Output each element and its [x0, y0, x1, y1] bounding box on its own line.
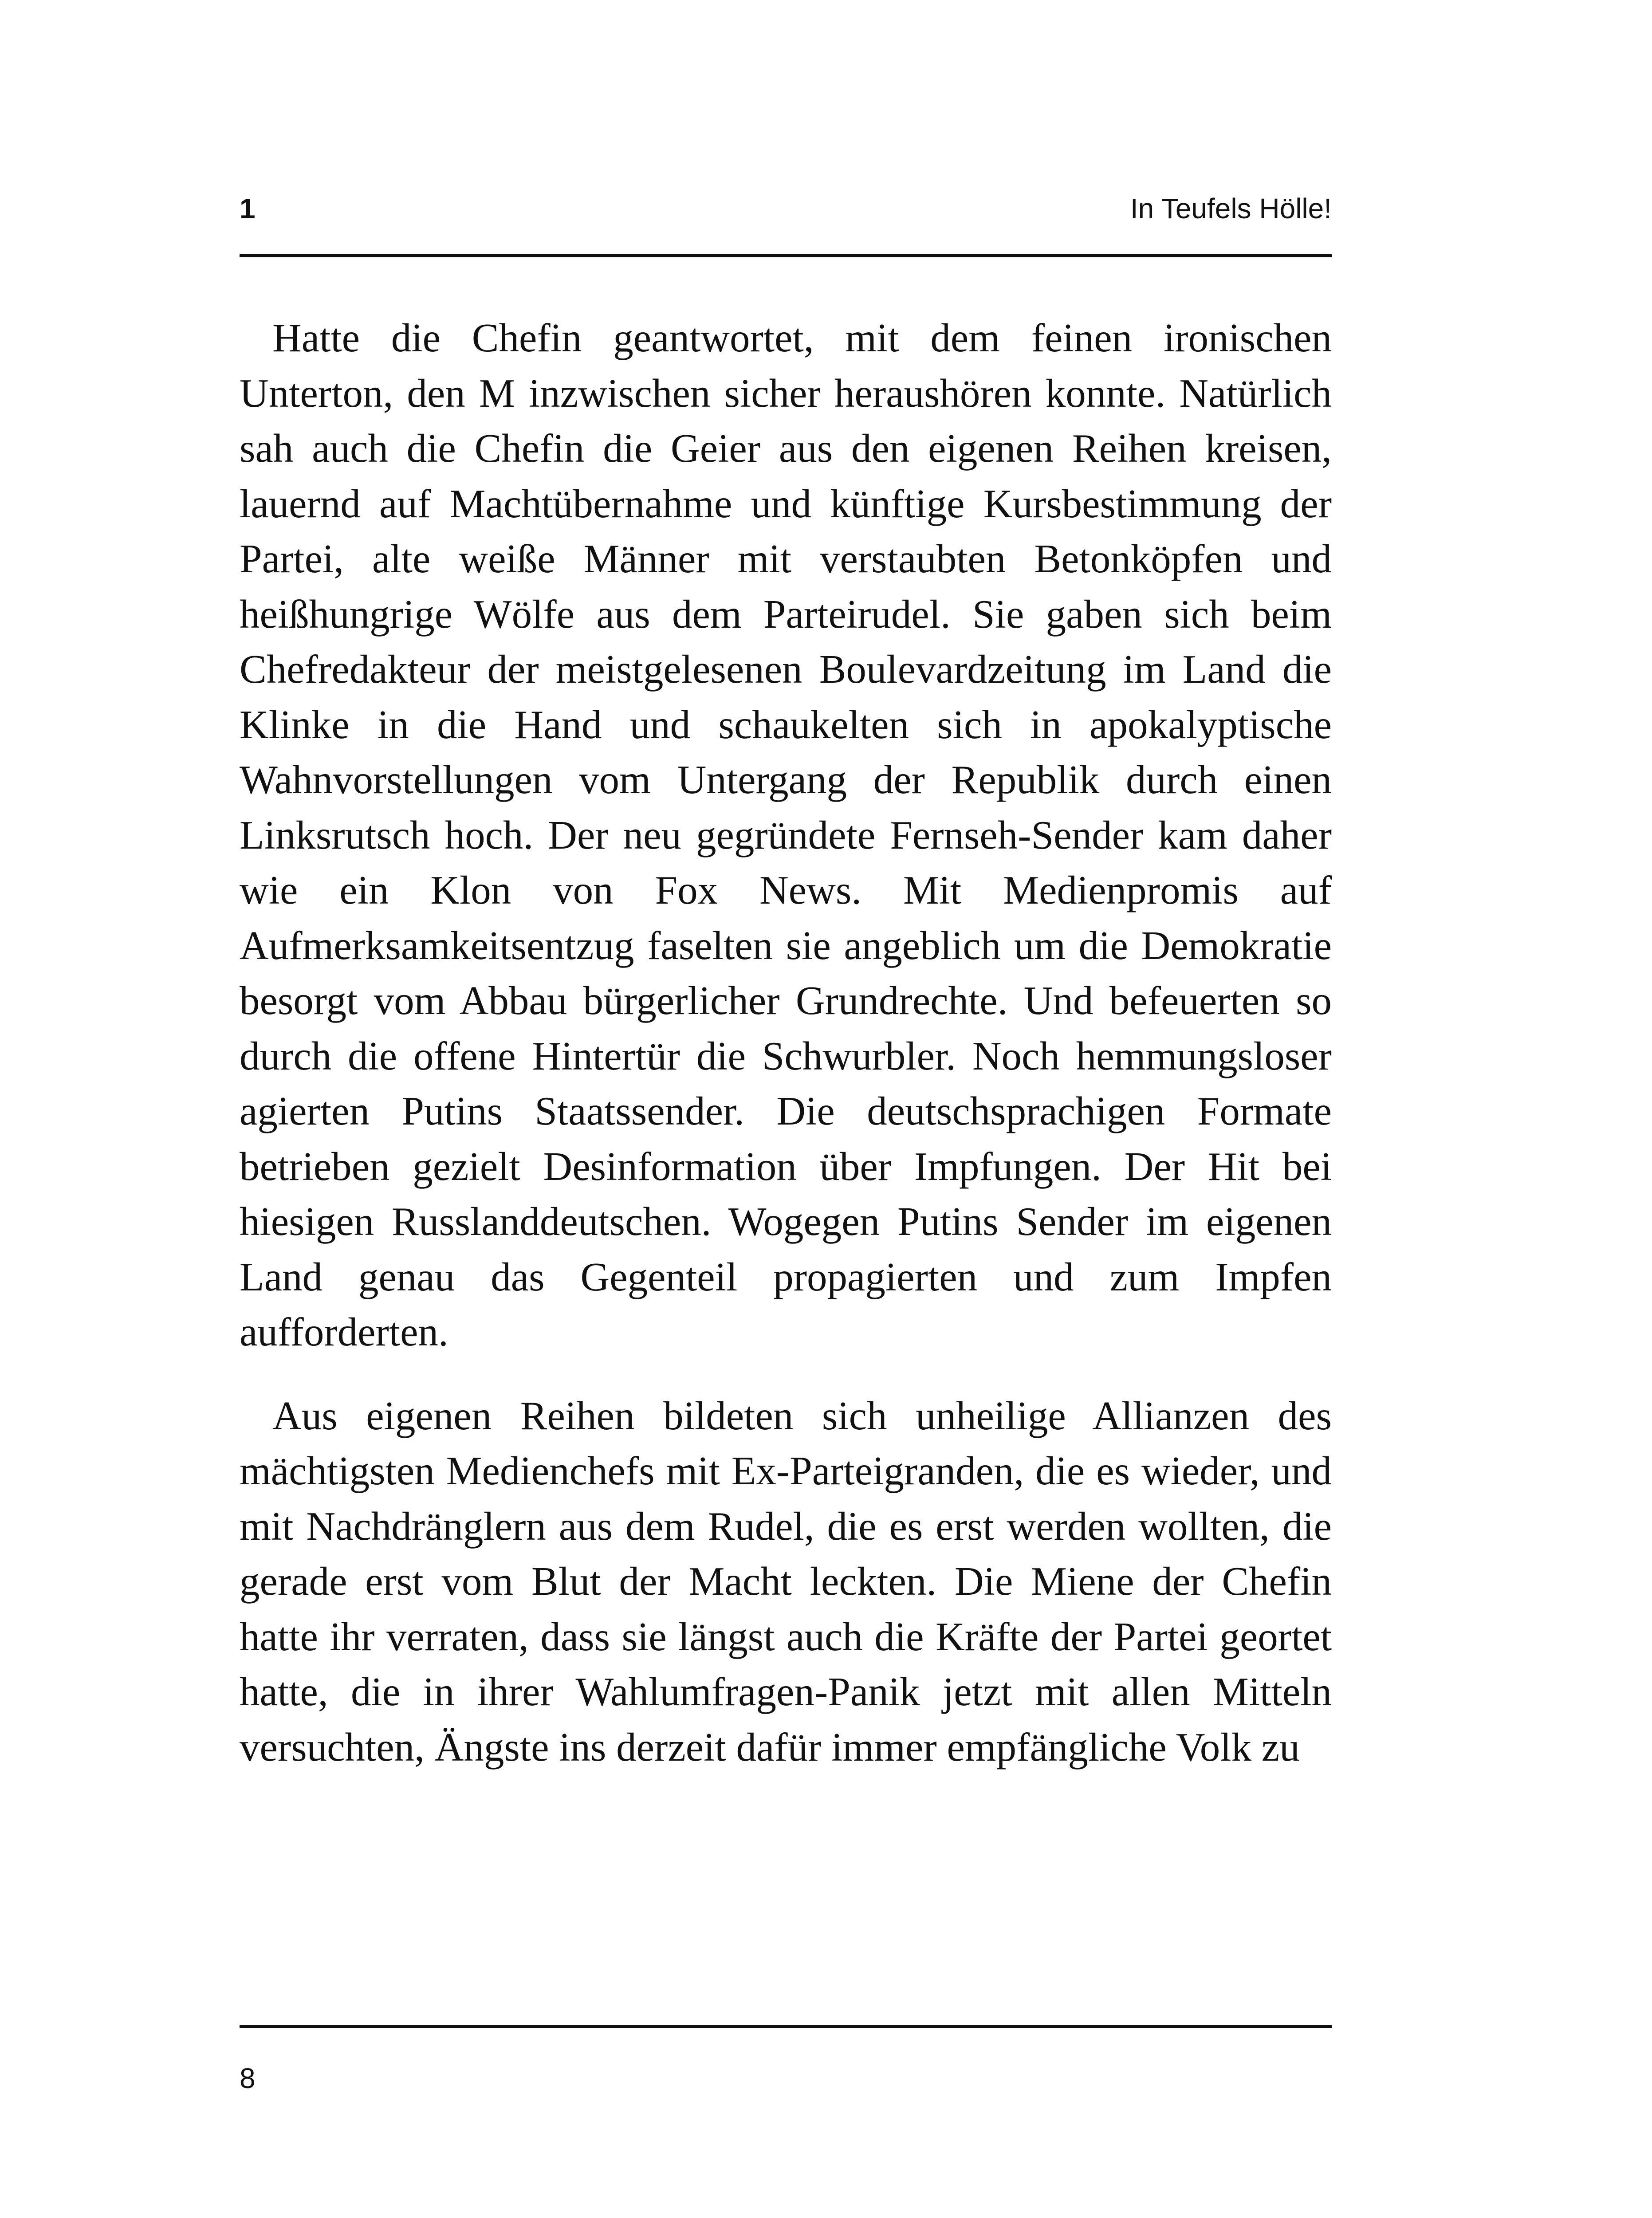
page-header	[240, 182, 1332, 235]
chapter-number: 1	[240, 193, 256, 224]
running-title: In Teufels Hölle!	[1130, 193, 1332, 224]
paragraph-2: Aus eigenen Reihen bildeten sich unheilige Allianzen des mächtigsten Medienchefs mit Ex-Parteigranden, die es wieder, und mit Nachdränglern aus dem Rudel, die es erst werden wollten, die gerade erst vom Blut der Macht leckten. Die Miene der Chefin hatte ihr verraten, dass sie längst auch die Kräfte der Partei geortet hatte, die in ihrer Wahlumfragen-Panik jetzt mit allen Mitteln versuchten, Ängste ins derzeit dafür immer empfängliche Volk zu	[240, 1393, 1332, 1770]
header-divider	[240, 254, 1332, 257]
footer-divider	[240, 2025, 1332, 2028]
body-text	[240, 311, 1332, 1978]
paragraph-1: Hatte die Chefin geantwortet, mit dem feinen ironischen Unterton, den M inzwischen sicher heraushören konnte. Natürlich sah auch die Chefin die Geier aus den eigenen Reihen kreisen, lauernd auf Machtübernahme und künftige Kursbestimmung der Partei, alte weiße Männer mit verstaubten Betonköpfen und heißhungrige Wölfe aus dem Parteirudel. Sie gaben sich beim Chefredakteur der meistgelesenen Boulevardzeitung im Land die Klinke in die Hand und schaukelten sich in apokalyptische Wahnvorstellungen vom Untergang der Republik durch einen Linksrutsch hoch. Der neu gegründete Fernseh-Sender kam daher wie ein Klon von Fox News. Mit Medienpromis auf Aufmerksamkeitsentzug faselten sie angeblich um die Demokratie besorgt vom Abbau bürgerlicher Grundrechte. Und befeuerten so durch die offene Hintertür die Schwurbler. Noch hemmungsloser agierten Putins Staatssender. Die deutschsprachigen Formate betrieben gezielt Desinformation über Impfungen. Der Hit bei hiesigen Russlanddeutschen. Wogegen Putins Sender im eigenen Land genau das Gegenteil propagierten und zum Impfen aufforderten.	[240, 315, 1332, 1354]
page-footer	[240, 2052, 256, 2105]
page-number: 8	[240, 2062, 256, 2094]
